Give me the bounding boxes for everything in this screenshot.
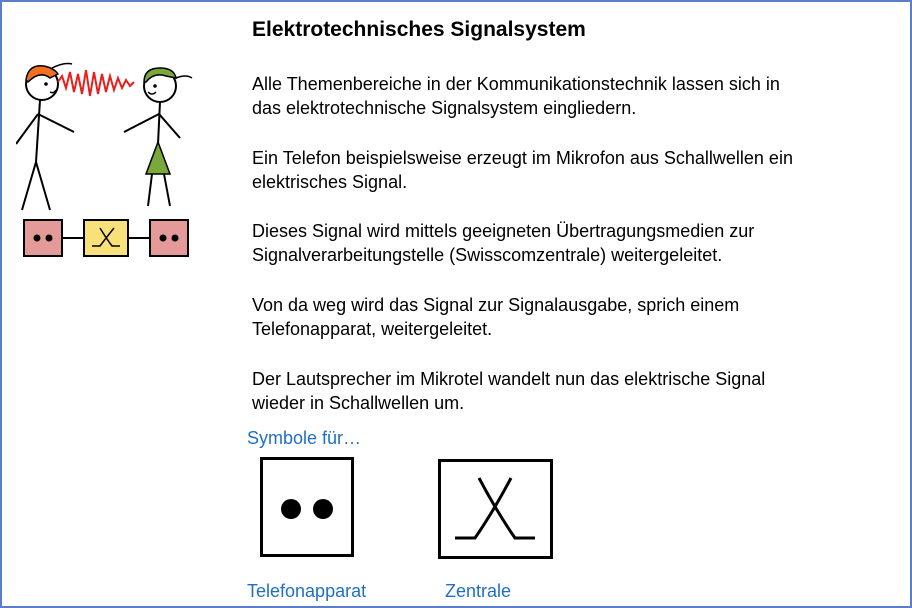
communication-illustration (16, 52, 196, 262)
paragraph-line: Dieses Signal wird mittels geeigneten Übertragungsmedien zur (252, 221, 755, 241)
phone-box-right (150, 220, 188, 256)
page-title: Elektrotechnisches Signalsystem (252, 18, 586, 41)
phone-symbol-icon (260, 457, 354, 557)
phone-label: Telefonapparat (247, 581, 367, 601)
paragraph-line: Der Lautsprecher im Mikrotel wandelt nun das elektrische Signal (252, 369, 766, 389)
paragraph-line: Ein Telefon beispielsweise erzeugt im Mikrofon aus Schallwellen ein (252, 148, 793, 168)
paragraph-line: wieder in Schallwellen um. (252, 393, 465, 413)
paragraph-line: elektrisches Signal. (252, 172, 408, 192)
phone-box-left (24, 220, 62, 256)
paragraph (252, 293, 892, 341)
paragraph-line: Signalverarbeitungstelle (Swisscomzentrale) weitergeleitet. (252, 245, 723, 265)
paragraph (252, 146, 892, 194)
sound-wave-icon (58, 70, 134, 96)
paragraph (252, 72, 892, 120)
paragraph-line: Telefonapparat, weitergeleitet. (252, 319, 493, 339)
exchange-label: Zentrale (445, 581, 512, 601)
paragraph-line: das elektrotechnische Signalsystem eingliedern. (252, 98, 637, 118)
paragraph-line: Von da weg wird das Signal zur Signalausgabe, sprich einem (252, 295, 740, 315)
stick-figure-girl-icon (124, 68, 192, 206)
paragraph (252, 367, 892, 415)
paragraph-line: Alle Themenbereiche in der Kommunikationstechnik lassen sich in (252, 74, 780, 94)
exchange-symbol-icon (438, 459, 553, 559)
paragraph (252, 219, 892, 267)
symbols-heading: Symbole für… (247, 428, 362, 448)
signal-chain-diagram (24, 220, 188, 256)
